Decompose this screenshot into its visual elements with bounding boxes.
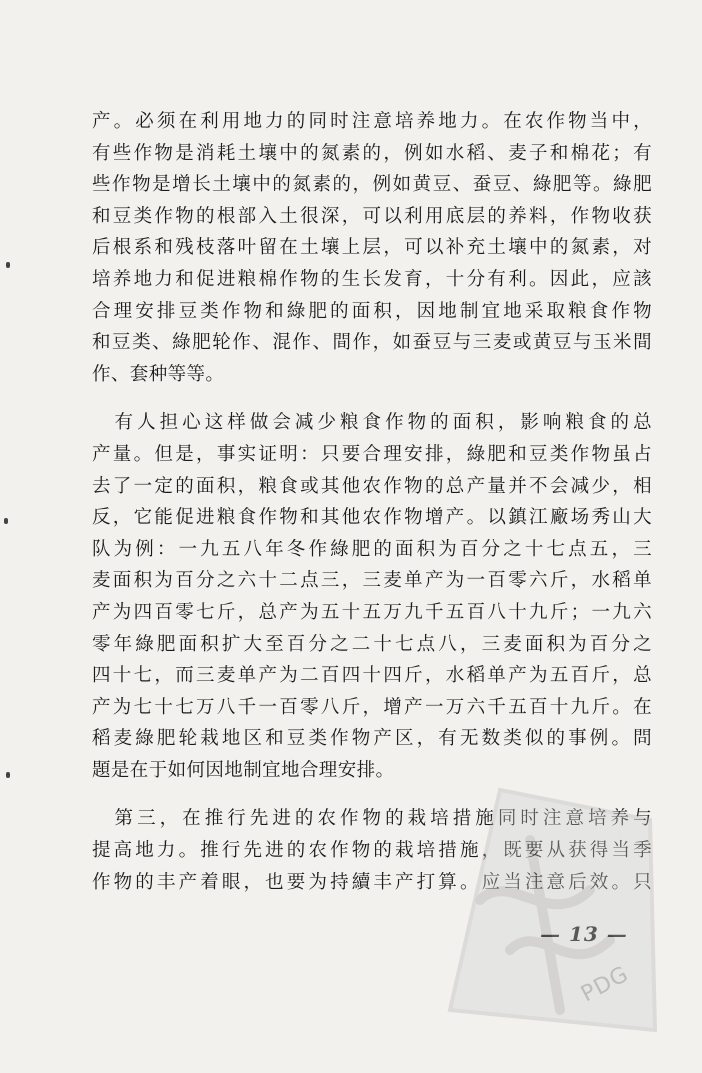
text-line: 合理安排豆类作物和綠肥的面积，因地制宜地采取粮食作物 (92, 300, 652, 322)
text-line: 和豆类作物的根部入土很深，可以利用底层的养料，作物收获 (92, 205, 652, 227)
text-line: 第三，在推行先进的农作物的栽培措施同时注意培养与 (92, 808, 652, 830)
text-line: 題是在于如何因地制宜地合理安排。 (92, 759, 395, 781)
watermark-label: PDG (577, 961, 634, 1008)
text-line: 产。必须在利用地力的同时注意培养地力。在农作物当中， (92, 111, 652, 132)
text-line: 零年綠肥面积扩大至百分之二十七点八，三麦面积为百分之 (92, 633, 652, 655)
text-line: 些作物是增长土壤中的氮素的，例如黄豆、蚕豆、綠肥等。綠肥 (92, 174, 652, 196)
text-line: 队为例：一九五八年冬作綠肥的面积为百分之十七点五，三 (92, 538, 652, 560)
paragraph-1 (92, 106, 652, 390)
text-line: 有人担心这样做会减少粮食作物的面积，影响粮食的总 (92, 412, 652, 434)
text-line: 产为七十七万八千一百零八斤，增产一万六千五百十九斤。在 (92, 696, 652, 718)
page-number: — 13 — (540, 922, 628, 946)
margin-speck (6, 772, 10, 778)
margin-speck (6, 262, 10, 268)
text-line: 反，它能促进粮食作物和其他农作物增产。以鎮江廠场秀山大 (92, 507, 652, 529)
body-text (92, 106, 652, 898)
text-line: 后根系和残枝落叶留在土壤上层，可以补充土壤中的氮素，对 (92, 237, 652, 259)
text-line: 产为四百零七斤，总产为五十五万九千五百八十九斤；一九六 (92, 601, 652, 623)
paragraph-2 (92, 407, 652, 786)
text-line: 麦面积为百分之六十二点三，三麦单产为一百零六斤，水稻单 (92, 570, 652, 592)
paragraph-3 (92, 803, 652, 898)
text-line: 提高地力。推行先进的农作物的栽培措施，既要从获得当季 (92, 840, 652, 862)
margin-speck (4, 518, 8, 524)
text-line: 去了一定的面积，粮食或其他农作物的总产量并不会减少，相 (92, 475, 652, 497)
text-line: 培养地力和促进粮棉作物的生长发育，十分有利。因此，应該 (92, 268, 652, 290)
text-line: 产量。但是，事实证明：只要合理安排，綠肥和豆类作物虽占 (92, 443, 652, 465)
text-line: 四十七，而三麦单产为二百四十四斤，水稻单产为五百斤，总 (92, 665, 652, 687)
text-line: 有些作物是消耗土壤中的氮素的，例如水稻、麦子和棉花；有 (92, 142, 652, 164)
text-line: 作、套种等等。 (92, 363, 225, 385)
text-line: 和豆类、綠肥轮作、混作、間作，如蚕豆与三麦或黄豆与玉米間 (92, 332, 652, 354)
text-line: 作物的丰产着眼，也要为持續丰产打算。应当注意后效。只 (92, 871, 652, 893)
text-line: 稻麦綠肥轮栽地区和豆类作物产区，有无数类似的事例。問 (92, 728, 652, 750)
